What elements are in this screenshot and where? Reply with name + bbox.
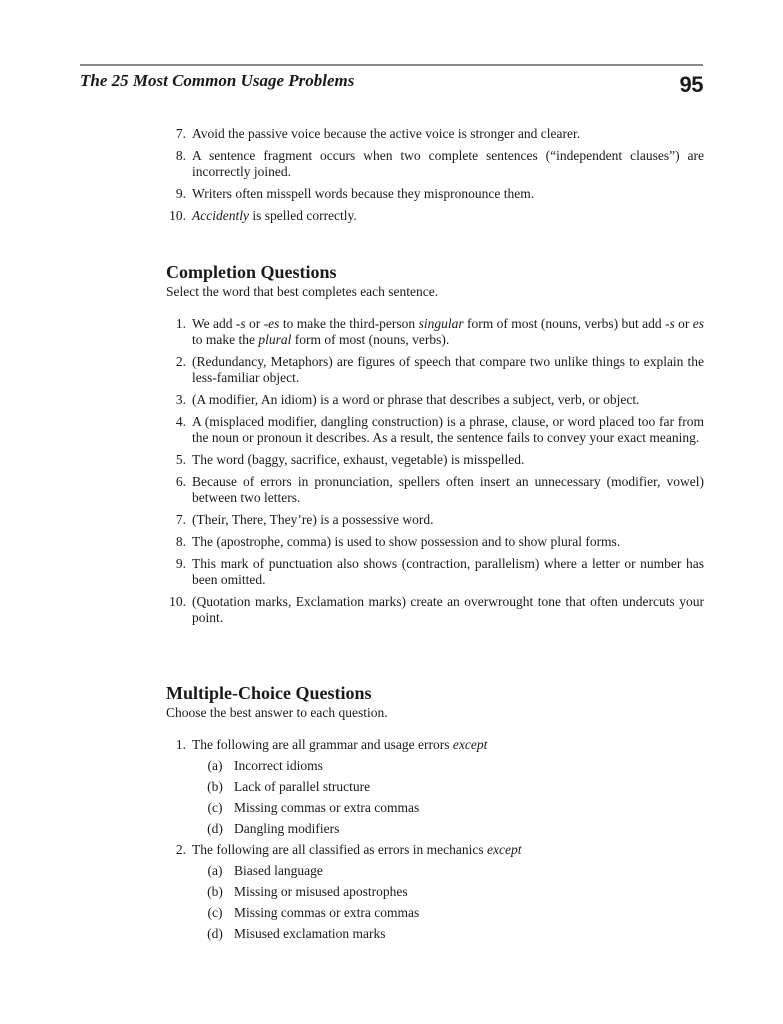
item-text: Avoid the passive voice because the active voice is stronger and clearer. [192, 126, 581, 141]
option-letter: (a) [207, 758, 223, 773]
list-item [166, 208, 704, 224]
answer-option [192, 884, 704, 900]
question-stem: The following are all grammar and usage errors [192, 737, 453, 752]
answer-option [192, 863, 704, 879]
item-number: 1. [175, 316, 186, 331]
question-stem: The following are all classified as errors in mechanics [192, 842, 488, 857]
question-stem-italic: except [452, 737, 488, 752]
multiple-choice-heading: Multiple-Choice Questions [166, 683, 372, 703]
list-item [166, 148, 704, 180]
option-text: Dangling modifiers [234, 821, 340, 836]
item-number: 7. [175, 512, 186, 527]
running-head-title: The 25 Most Common Usage Problems [80, 71, 355, 90]
item-text: This mark of punctuation also shows (contraction, parallelism) where a letter or number has been omitted. [192, 556, 704, 587]
italic-text: -s [664, 316, 675, 331]
list-item [166, 392, 704, 408]
multiple-choice-instructions: Choose the best answer to each question. [166, 705, 388, 720]
running-head [80, 64, 703, 97]
item-text: to make the [192, 332, 259, 347]
item-text: or [245, 316, 264, 331]
page-number: 95 [679, 72, 703, 97]
answer-option [192, 779, 704, 795]
italic-text: -s [235, 316, 246, 331]
option-letter: (a) [207, 863, 223, 878]
option-text: Lack of parallel structure [234, 779, 371, 794]
list-item [166, 534, 704, 550]
list-item [166, 512, 704, 528]
item-text: (Quotation marks, Exclamation marks) create an overwrought tone that often undercuts your point. [192, 594, 704, 625]
item-text: Because of errors in pronunciation, spellers often insert an unnecessary (modifier, vowel) between two letters. [192, 474, 704, 505]
list-item [166, 594, 704, 626]
option-letter: (b) [207, 884, 223, 899]
item-text: A (misplaced modifier, dangling construction) is a phrase, clause, or word placed too far from the noun or pronoun it describes. As a result, the sentence fails to convey your exact meaning. [192, 414, 704, 445]
list-item [166, 186, 704, 202]
completion-instructions: Select the word that best completes each sentence. [166, 284, 439, 299]
option-text: Incorrect idioms [234, 758, 323, 773]
item-text: A sentence fragment occurs when two complete sentences (“independent clauses”) are incorrectly joined. [192, 148, 704, 179]
option-text: Missing or misused apostrophes [234, 884, 408, 899]
item-text: Writers often misspell words because they mispronounce them. [192, 186, 535, 201]
list-item [166, 126, 704, 142]
italic-text: plural [258, 332, 292, 347]
question-item [166, 842, 704, 942]
option-text: Biased language [234, 863, 323, 878]
true-false-list-continued [166, 126, 704, 224]
question-stem-italic: except [487, 842, 522, 857]
item-text: We add [192, 316, 236, 331]
item-text: The (apostrophe, comma) is used to show possession and to show plural forms. [192, 534, 621, 549]
option-letter: (d) [207, 926, 223, 941]
option-letter: (b) [207, 779, 223, 794]
item-text: form of most (nouns, verbs). [291, 332, 450, 347]
item-number: 6. [175, 474, 186, 489]
item-number: 1. [175, 737, 186, 752]
item-number: 3. [175, 392, 186, 407]
item-text: The word (baggy, sacrifice, exhaust, vegetable) is misspelled. [192, 452, 525, 467]
answer-options [192, 758, 704, 837]
completion-heading: Completion Questions [166, 262, 337, 282]
item-number: 10. [169, 594, 186, 609]
item-number: 4. [175, 414, 186, 429]
answer-options [192, 863, 704, 942]
italic-text: singular [418, 316, 464, 331]
list-item [166, 354, 704, 386]
item-number: 9. [175, 186, 186, 201]
answer-option [192, 926, 704, 942]
completion-question-list [166, 316, 704, 626]
list-item [166, 452, 704, 468]
italic-text: -es [263, 316, 280, 331]
option-text: Misused exclamation marks [234, 926, 386, 941]
item-text: (Redundancy, Metaphors) are figures of speech that compare two unlike things to explain the less-familiar object. [192, 354, 704, 385]
item-number: 2. [175, 842, 186, 857]
item-text: form of most (nouns, verbs) but add [463, 316, 665, 331]
item-text: or [674, 316, 693, 331]
option-text: Missing commas or extra commas [234, 905, 420, 920]
multiple-choice-section [166, 683, 704, 942]
list-item [166, 414, 704, 446]
statement-list [166, 126, 704, 224]
option-letter: (d) [207, 821, 223, 836]
option-text: Missing commas or extra commas [234, 800, 420, 815]
list-item [166, 474, 704, 506]
item-number: 9. [175, 556, 186, 571]
completion-section [166, 262, 704, 626]
answer-option [192, 821, 704, 837]
option-letter: (c) [207, 800, 223, 815]
item-number: 10. [169, 208, 186, 223]
item-number: 8. [175, 148, 186, 163]
answer-option [192, 905, 704, 921]
item-text: to make the third-person [279, 316, 419, 331]
italic-text: es [692, 316, 704, 331]
item-text: (A modifier, An idiom) is a word or phrase that describes a subject, verb, or object. [192, 392, 640, 407]
option-letter: (c) [207, 905, 223, 920]
answer-option [192, 758, 704, 774]
item-number: 5. [175, 452, 186, 467]
multiple-choice-question-list [166, 737, 704, 942]
item-text: (Their, There, They’re) is a possessive word. [192, 512, 434, 527]
item-number: 7. [175, 126, 186, 141]
list-item [166, 556, 704, 588]
italic-text: Accidently [192, 208, 249, 223]
question-item [166, 737, 704, 837]
answer-option [192, 800, 704, 816]
list-item [166, 316, 704, 348]
item-text: is spelled correctly. [248, 208, 357, 223]
item-number: 8. [175, 534, 186, 549]
item-number: 2. [175, 354, 186, 369]
